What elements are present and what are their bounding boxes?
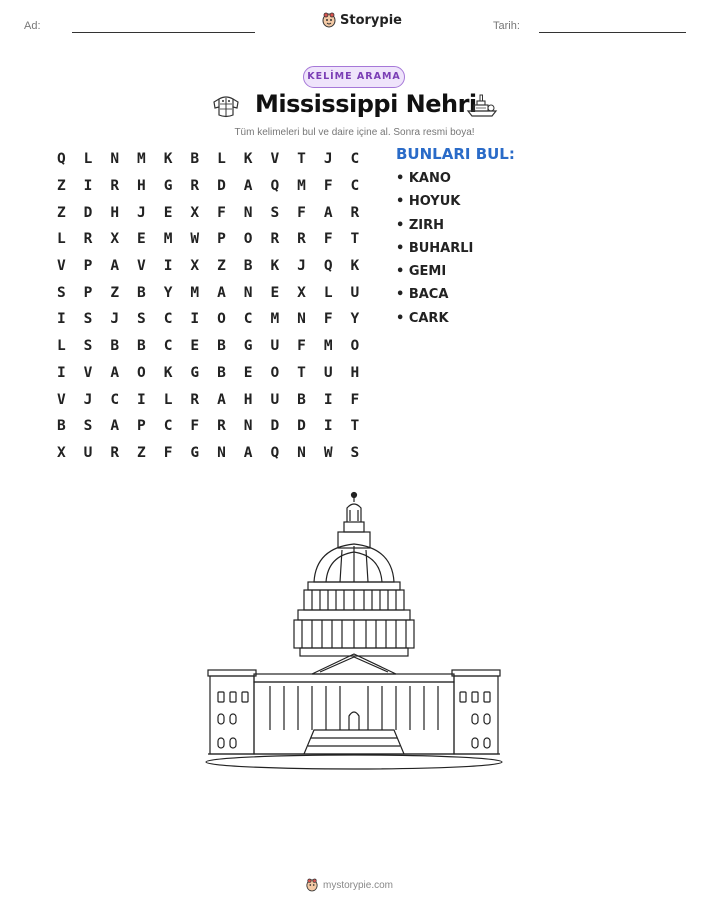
- grid-letter[interactable]: N: [110, 151, 120, 168]
- grid-letter[interactable]: X: [297, 284, 306, 301]
- grid-letter[interactable]: I: [137, 391, 146, 408]
- grid-letter[interactable]: X: [110, 231, 120, 248]
- grid-letter[interactable]: Z: [110, 284, 120, 301]
- date-label: Tarih:: [493, 20, 520, 32]
- grid-letter[interactable]: N: [297, 311, 306, 328]
- grid-letter[interactable]: M: [323, 338, 333, 355]
- name-label: Ad:: [24, 20, 41, 32]
- grid-letter[interactable]: K: [243, 151, 253, 168]
- grid-letter[interactable]: G: [163, 178, 173, 195]
- grid-letter[interactable]: U: [270, 338, 280, 355]
- grid-letter[interactable]: Y: [163, 284, 173, 301]
- grid-row: [48, 386, 368, 413]
- grid-letter[interactable]: M: [163, 231, 173, 248]
- grid-letter[interactable]: C: [110, 391, 120, 408]
- word-item: • HOYUK: [396, 194, 461, 210]
- grid-letter[interactable]: Q: [323, 258, 333, 275]
- grid-letter[interactable]: A: [323, 204, 333, 221]
- grid-letter[interactable]: F: [297, 338, 306, 355]
- grid-letter[interactable]: I: [163, 258, 173, 275]
- grid-letter[interactable]: D: [270, 418, 280, 435]
- grid-letter[interactable]: F: [323, 231, 333, 248]
- grid-letter[interactable]: X: [190, 204, 200, 221]
- grid-letter[interactable]: I: [56, 311, 66, 328]
- grid-letter[interactable]: C: [350, 178, 360, 195]
- grid-letter[interactable]: B: [217, 364, 226, 381]
- grid-letter[interactable]: N: [243, 284, 253, 301]
- grid-letter[interactable]: Q: [270, 178, 280, 195]
- grid-letter[interactable]: B: [243, 258, 253, 275]
- grid-letter[interactable]: N: [243, 418, 253, 435]
- grid-letter[interactable]: D: [217, 178, 226, 195]
- grid-row: [48, 199, 368, 226]
- grid-letter[interactable]: M: [270, 311, 280, 328]
- grid-letter[interactable]: I: [83, 178, 93, 195]
- grid-letter[interactable]: H: [110, 204, 120, 221]
- grid-letter[interactable]: A: [110, 418, 120, 435]
- grid-letter[interactable]: B: [137, 338, 146, 355]
- grid-letter[interactable]: M: [190, 284, 200, 301]
- grid-letter[interactable]: B: [110, 338, 120, 355]
- grid-letter[interactable]: E: [137, 231, 146, 248]
- grid-letter[interactable]: I: [56, 364, 66, 381]
- grid-letter[interactable]: C: [243, 311, 253, 328]
- grid-letter[interactable]: C: [163, 338, 173, 355]
- grid-letter[interactable]: L: [163, 391, 173, 408]
- grid-letter[interactable]: L: [56, 338, 66, 355]
- grid-letter[interactable]: S: [350, 444, 360, 461]
- grid-row: [48, 226, 368, 253]
- grid-letter[interactable]: W: [190, 231, 200, 248]
- grid-letter[interactable]: Z: [56, 204, 66, 221]
- grid-letter[interactable]: I: [190, 311, 200, 328]
- grid-letter[interactable]: T: [350, 231, 360, 248]
- grid-row: [48, 173, 368, 200]
- grid-letter[interactable]: V: [270, 151, 280, 168]
- storypie-logo-icon: [322, 12, 336, 28]
- grid-letter[interactable]: R: [110, 444, 120, 461]
- grid-letter[interactable]: U: [323, 364, 333, 381]
- grid-row: [48, 253, 368, 280]
- grid-letter[interactable]: Y: [350, 311, 360, 328]
- grid-letter[interactable]: Z: [217, 258, 226, 275]
- grid-letter[interactable]: E: [270, 284, 280, 301]
- grid-letter[interactable]: V: [56, 391, 66, 408]
- grid-letter[interactable]: T: [350, 418, 360, 435]
- grid-letter[interactable]: O: [217, 311, 226, 328]
- grid-letter[interactable]: C: [163, 418, 173, 435]
- grid-letter[interactable]: L: [83, 151, 93, 168]
- grid-row: [48, 333, 368, 360]
- grid-letter[interactable]: R: [270, 231, 280, 248]
- grid-letter[interactable]: A: [243, 444, 253, 461]
- grid-letter[interactable]: F: [190, 418, 200, 435]
- grid-letter[interactable]: H: [137, 178, 146, 195]
- grid-letter[interactable]: K: [270, 258, 280, 275]
- grid-letter[interactable]: J: [110, 311, 120, 328]
- page-title: Mississippi Nehri: [255, 90, 477, 118]
- grid-letter[interactable]: R: [297, 231, 306, 248]
- grid-letter[interactable]: G: [190, 364, 200, 381]
- grid-letter[interactable]: R: [350, 204, 360, 221]
- grid-letter[interactable]: B: [217, 338, 226, 355]
- grid-letter[interactable]: F: [323, 311, 333, 328]
- grid-row: [48, 360, 368, 387]
- grid-letter[interactable]: R: [83, 231, 93, 248]
- name-line[interactable]: [72, 32, 255, 33]
- grid-letter[interactable]: Q: [270, 444, 280, 461]
- word-item: • ZIRH: [396, 217, 444, 233]
- grid-letter[interactable]: V: [83, 364, 93, 381]
- instructions: Tüm kelimeleri bul ve daire içine al. Sonra resmi boya!: [234, 127, 475, 138]
- grid-letter[interactable]: M: [297, 178, 306, 195]
- grid-letter[interactable]: S: [83, 338, 93, 355]
- grid-letter[interactable]: A: [217, 391, 226, 408]
- grid-letter[interactable]: F: [217, 204, 226, 221]
- storypie-logo-icon: [306, 878, 318, 892]
- grid-letter[interactable]: K: [163, 151, 173, 168]
- grid-letter[interactable]: R: [190, 178, 200, 195]
- grid-row: [48, 440, 368, 467]
- grid-letter[interactable]: S: [137, 311, 146, 328]
- grid-letter[interactable]: P: [83, 284, 93, 301]
- grid-letter[interactable]: L: [56, 231, 66, 248]
- grid-letter[interactable]: P: [83, 258, 93, 275]
- grid-letter[interactable]: I: [323, 418, 333, 435]
- grid-letter[interactable]: S: [83, 311, 93, 328]
- grid-letter[interactable]: X: [56, 444, 66, 461]
- footer: [306, 878, 393, 892]
- category-badge: KELİME ARAMA: [303, 66, 405, 88]
- word-item: • KANO: [396, 171, 451, 186]
- grid-letter[interactable]: C: [350, 151, 360, 168]
- grid-letter[interactable]: N: [217, 444, 226, 461]
- grid-letter[interactable]: P: [217, 231, 226, 248]
- grid-letter[interactable]: U: [83, 444, 93, 461]
- grid-row: [48, 146, 368, 173]
- grid-letter[interactable]: L: [323, 284, 333, 301]
- grid-letter[interactable]: V: [137, 258, 146, 275]
- grid-letter[interactable]: S: [83, 418, 93, 435]
- grid-letter[interactable]: T: [297, 151, 306, 168]
- brand-name: Storypie: [340, 12, 402, 28]
- grid-letter[interactable]: Z: [137, 444, 146, 461]
- grid-letter[interactable]: X: [190, 258, 200, 275]
- grid-letter[interactable]: P: [137, 418, 146, 435]
- grid-letter[interactable]: R: [190, 391, 200, 408]
- armor-icon: [211, 93, 241, 119]
- grid-letter[interactable]: B: [297, 391, 306, 408]
- grid-letter[interactable]: O: [350, 338, 360, 355]
- word-list: [396, 171, 473, 334]
- grid-letter[interactable]: J: [83, 391, 93, 408]
- word-item: • BACA: [396, 287, 449, 303]
- word-item: • BUHARLI: [396, 240, 474, 256]
- grid-letter[interactable]: U: [270, 391, 280, 408]
- grid-row: [48, 413, 368, 440]
- grid-letter[interactable]: Z: [56, 178, 66, 195]
- grid-letter[interactable]: H: [243, 391, 253, 408]
- grid-letter[interactable]: K: [163, 364, 173, 381]
- grid-letter[interactable]: B: [190, 151, 200, 168]
- grid-letter[interactable]: D: [297, 418, 306, 435]
- grid-letter[interactable]: O: [243, 231, 253, 248]
- grid-letter[interactable]: R: [110, 178, 120, 195]
- grid-letter[interactable]: L: [217, 151, 226, 168]
- grid-letter[interactable]: J: [137, 204, 146, 221]
- grid-letter[interactable]: A: [217, 284, 226, 301]
- grid-letter[interactable]: O: [137, 364, 146, 381]
- grid-letter[interactable]: A: [243, 178, 253, 195]
- grid-letter[interactable]: M: [137, 151, 146, 168]
- grid-letter[interactable]: G: [243, 338, 253, 355]
- grid-letter[interactable]: U: [350, 284, 360, 301]
- brand: [322, 12, 402, 28]
- grid-letter[interactable]: F: [323, 178, 333, 195]
- grid-letter[interactable]: G: [190, 444, 200, 461]
- grid-letter[interactable]: F: [297, 204, 306, 221]
- grid-letter[interactable]: N: [297, 444, 306, 461]
- grid-letter[interactable]: O: [270, 364, 280, 381]
- grid-letter[interactable]: K: [350, 258, 360, 275]
- grid-row: [48, 306, 368, 333]
- find-title: BUNLARI BUL:: [396, 145, 515, 163]
- grid-letter[interactable]: S: [270, 204, 280, 221]
- word-item: • GEMI: [396, 264, 447, 280]
- grid-letter[interactable]: I: [323, 391, 333, 408]
- grid-row: [48, 279, 368, 306]
- capitol-building-illustration[interactable]: [204, 490, 534, 775]
- word-item: • CARK: [396, 310, 449, 326]
- grid-letter[interactable]: C: [163, 311, 173, 328]
- grid-letter[interactable]: J: [323, 151, 333, 168]
- grid-letter[interactable]: A: [110, 364, 120, 381]
- grid-letter[interactable]: E: [190, 338, 200, 355]
- word-search-grid[interactable]: [48, 146, 368, 466]
- grid-letter[interactable]: D: [83, 204, 93, 221]
- grid-letter[interactable]: B: [56, 418, 66, 435]
- grid-letter[interactable]: B: [137, 284, 146, 301]
- steamboat-icon: [466, 93, 498, 119]
- grid-letter[interactable]: Q: [56, 151, 66, 168]
- grid-letter[interactable]: V: [56, 258, 66, 275]
- grid-letter[interactable]: F: [350, 391, 360, 408]
- grid-letter[interactable]: R: [217, 418, 226, 435]
- grid-letter[interactable]: E: [163, 204, 173, 221]
- grid-letter[interactable]: S: [56, 284, 66, 301]
- footer-url: mystorypie.com: [323, 879, 394, 891]
- grid-letter[interactable]: W: [323, 444, 333, 461]
- grid-letter[interactable]: F: [163, 444, 173, 461]
- grid-letter[interactable]: A: [110, 258, 120, 275]
- grid-letter[interactable]: J: [297, 258, 306, 275]
- date-line[interactable]: [539, 32, 686, 33]
- grid-letter[interactable]: T: [297, 364, 306, 381]
- grid-letter[interactable]: N: [243, 204, 253, 221]
- grid-letter[interactable]: E: [243, 364, 253, 381]
- grid-letter[interactable]: H: [350, 364, 360, 381]
